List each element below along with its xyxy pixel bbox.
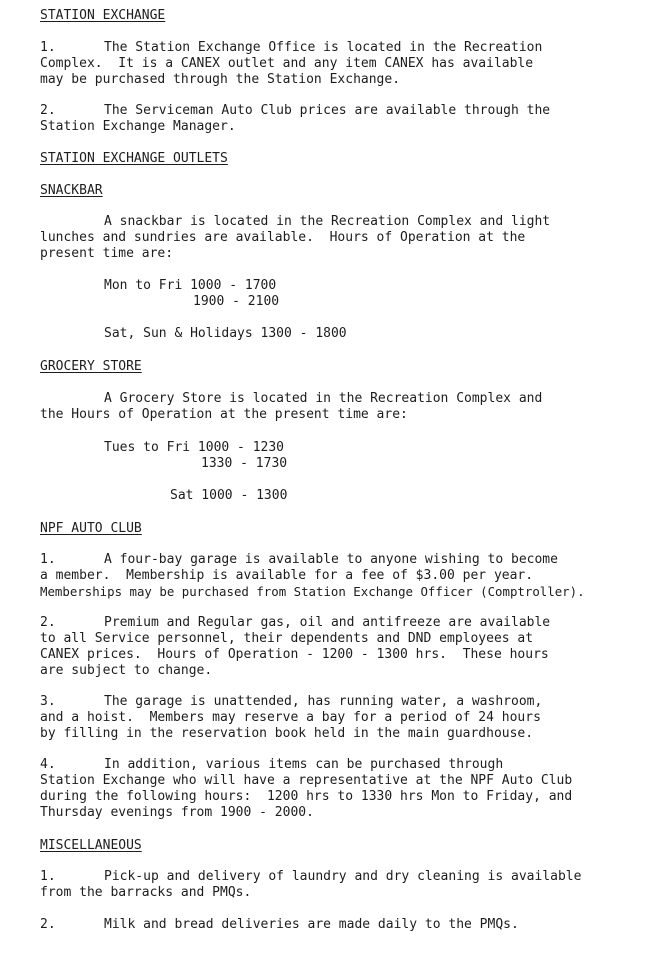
paragraph-line: 3. The garage is unattended, has running water, a washroom, — [40, 694, 543, 709]
hours-line: Mon to Fri 1000 - 1700 — [104, 278, 277, 293]
paragraph-line: Thursday evenings from 1900 - 2000. — [40, 805, 314, 820]
paragraph-line: the Hours of Operation at the present time are: — [40, 407, 408, 422]
paragraph-line: may be purchased through the Station Exchange. — [40, 72, 401, 87]
section-heading-grocery: GROCERY STORE — [40, 359, 142, 374]
paragraph-line: 1. Pick-up and delivery of laundry and dry cleaning is available — [40, 869, 582, 884]
paragraph-line: a member. Membership is available for a fee of $3.00 per year. — [40, 568, 534, 583]
paragraph-line: from the barracks and PMQs. — [40, 885, 252, 900]
hours-line: Sat, Sun & Holidays 1300 - 1800 — [104, 326, 347, 341]
paragraph-line: Station Exchange Manager. — [40, 119, 236, 134]
paragraph-line: CANEX prices. Hours of Operation - 1200 - 1300 hrs. These hours — [40, 647, 549, 662]
paragraph-number: 1. — [40, 40, 56, 55]
paragraph-line: Station Exchange who will have a representative at the NPF Auto Club — [40, 773, 573, 788]
section-heading-outlets: STATION EXCHANGE OUTLETS — [40, 151, 228, 166]
paragraph-number: 2. — [40, 917, 56, 932]
hours-line: Tues to Fri 1000 - 1230 — [104, 440, 285, 455]
paragraph-line: during the following hours: 1200 hrs to 1330 hrs Mon to Friday, and — [40, 789, 573, 804]
paragraph-line: 1. The Station Exchange Office is located in the Recreation — [40, 40, 543, 55]
hours-line: 1900 - 2100 — [193, 294, 280, 309]
section-heading-miscellaneous: MISCELLANEOUS — [40, 838, 142, 853]
paragraph-line: Complex. It is a CANEX outlet and any item CANEX has available — [40, 56, 534, 71]
paragraph-line: by filling in the reservation book held in the main guardhouse. — [40, 726, 534, 741]
paragraph-line: are subject to change. — [40, 663, 213, 678]
hours-line: 1330 - 1730 — [201, 456, 288, 471]
paragraph-line: 1. A four-bay garage is available to anyone wishing to become — [40, 552, 558, 567]
paragraph-line: 2. Premium and Regular gas, oil and antifreeze are available — [40, 615, 551, 630]
hours-line: Sat 1000 - 1300 — [170, 488, 288, 503]
paragraph-line: 2. Milk and bread deliveries are made daily to the PMQs. — [40, 917, 519, 932]
paragraph-line: A Grocery Store is located in the Recreation Complex and — [104, 391, 543, 406]
paragraph-line: Memberships may be purchased from Station Exchange Officer (Comptroller). — [40, 584, 585, 599]
section-heading-station-exchange: STATION EXCHANGE — [40, 8, 166, 23]
section-heading-auto-club: NPF AUTO CLUB — [40, 521, 142, 536]
paragraph-line: to all Service personnel, their dependents and DND employees at — [40, 631, 534, 646]
paragraph-number: 2. — [40, 615, 56, 630]
section-heading-snackbar: SNACKBAR — [40, 183, 103, 198]
paragraph-line: lunches and sundries are available. Hours of Operation at the — [40, 230, 526, 245]
paragraph-number: 2. — [40, 103, 56, 118]
paragraph-number: 4. — [40, 757, 56, 772]
paragraph-number: 3. — [40, 694, 56, 709]
paragraph-line: and a hoist. Members may reserve a bay for a period of 24 hours — [40, 710, 541, 725]
paragraph-line: present time are: — [40, 246, 174, 261]
paragraph-number: 1. — [40, 552, 56, 567]
paragraph-line: 4. In addition, various items can be purchased through — [40, 757, 504, 772]
paragraph-line: 2. The Serviceman Auto Club prices are available through the — [40, 103, 551, 118]
paragraph-line: A snackbar is located in the Recreation Complex and light — [104, 214, 551, 229]
paragraph-number: 1. — [40, 869, 56, 884]
